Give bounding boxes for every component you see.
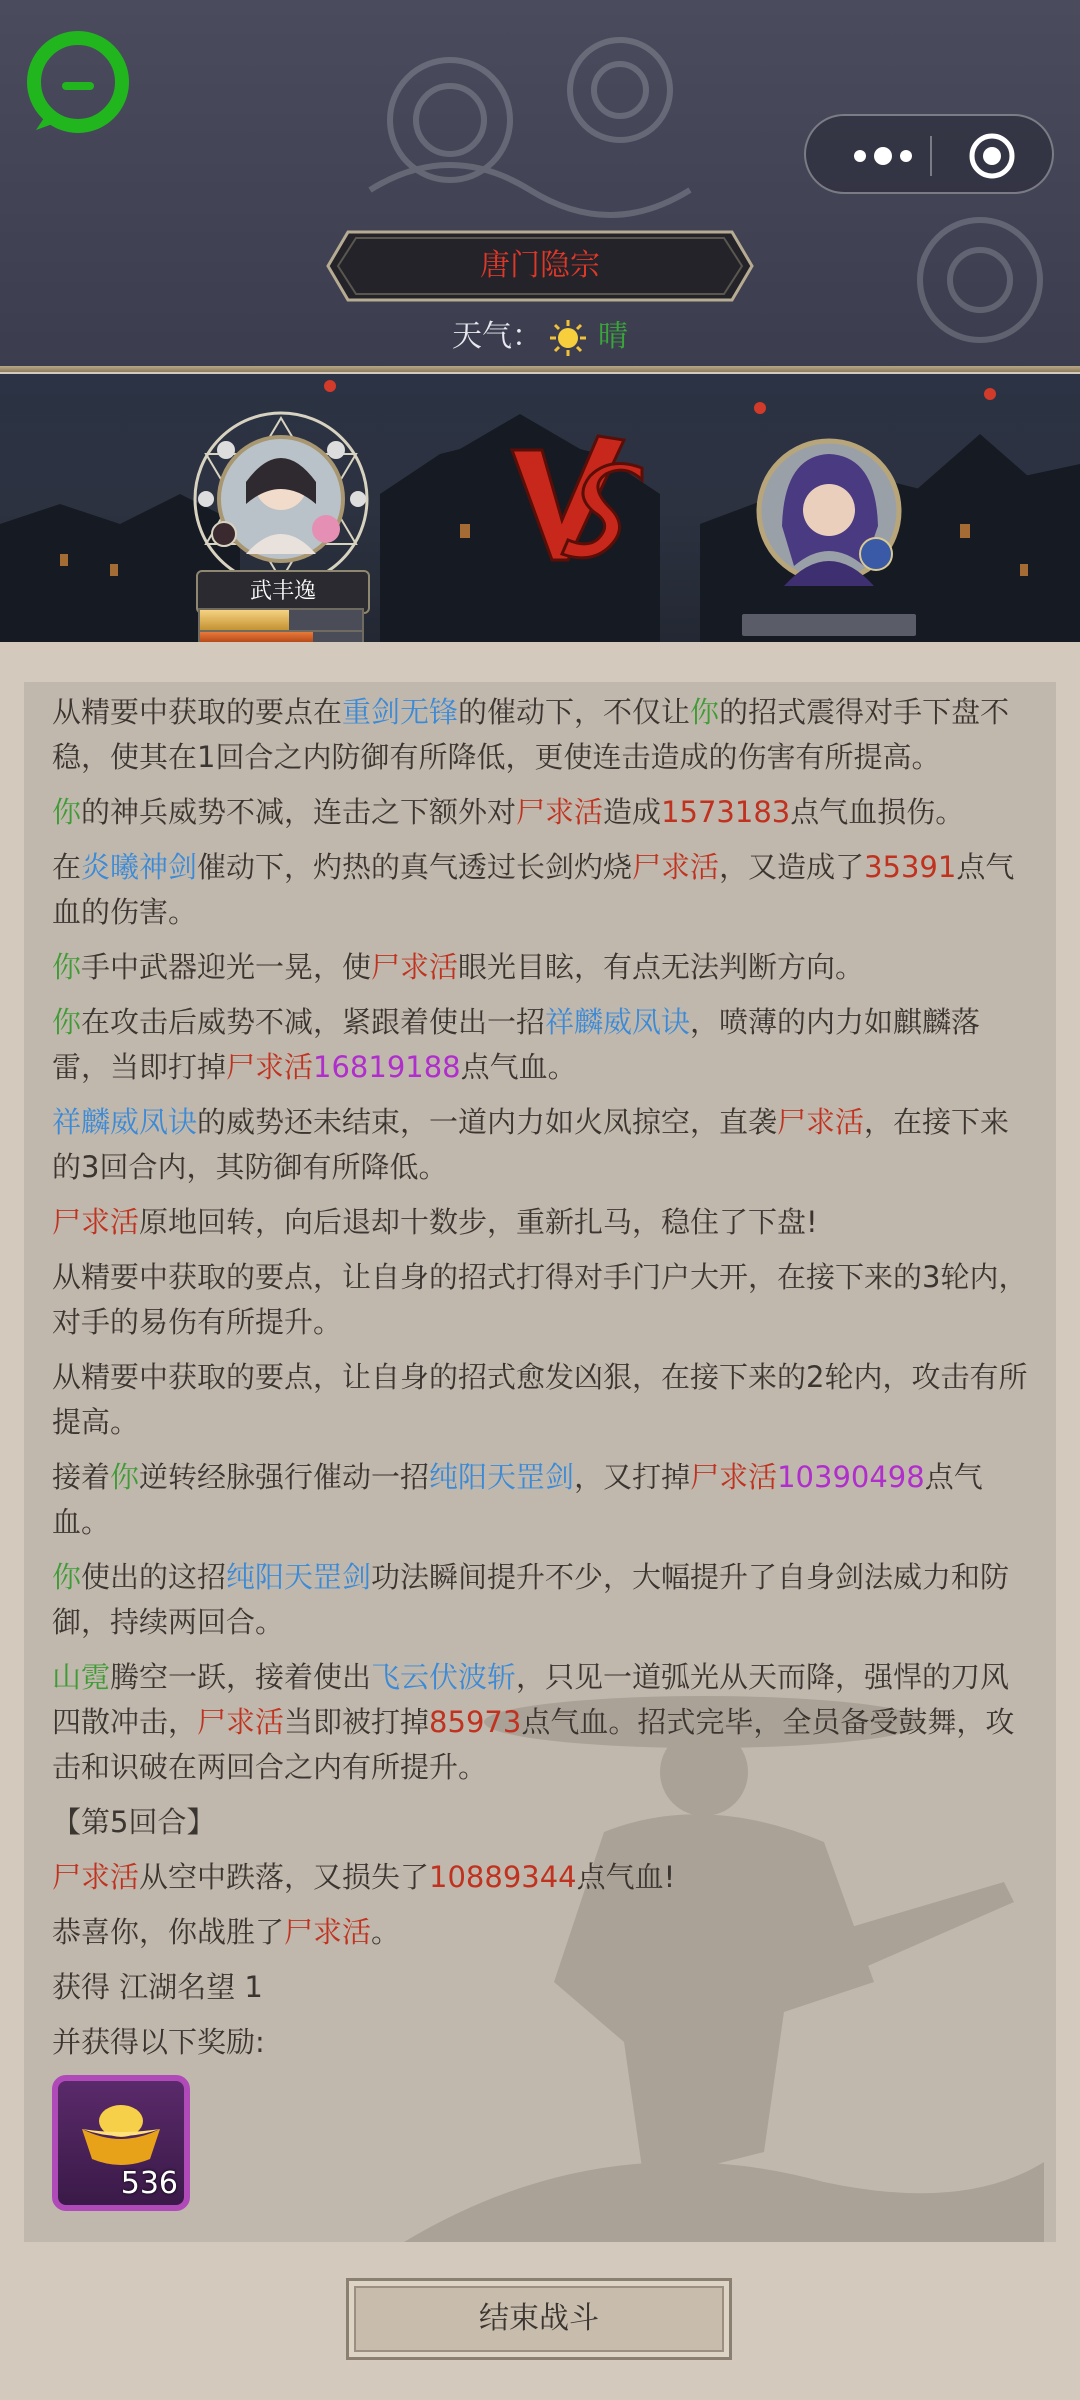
log-line (52, 1855, 1028, 1900)
log-text: 。 (371, 1915, 401, 1949)
log-self-name: 你 (52, 1560, 82, 1594)
log-text: 的催动下，不仅让 (458, 695, 691, 729)
log-skill-name: 祥麟威凤诀 (545, 1005, 691, 1039)
enemy-hp-bar (742, 614, 916, 636)
log-skill-name: 纯阳天罡剑 (429, 1460, 575, 1494)
log-enemy-or-damage: 尸求活 (52, 1860, 140, 1894)
log-text: 在攻击后威势不减，紧跟着使出一招 (81, 1005, 546, 1039)
log-line (52, 690, 1028, 780)
player-name: 武丰逸 (196, 570, 370, 614)
log-text: 在 (52, 850, 82, 884)
gold-ingot-reward[interactable] (52, 2075, 190, 2211)
log-enemy-or-damage: 尸求活 (690, 1460, 778, 1494)
battle-scene (0, 374, 1080, 642)
battle-log (24, 682, 1056, 2242)
end-battle-button[interactable]: 结束战斗 (346, 2278, 732, 2360)
log-text: ，又打掉 (574, 1460, 691, 1494)
weather-label: 天气： (452, 319, 542, 354)
log-text: 点气血。 (52, 1460, 983, 1539)
log-line (52, 790, 1028, 835)
log-enemy-or-damage: 尸求活 (197, 1705, 285, 1739)
log-skill-name: 纯阳天罡剑 (226, 1560, 372, 1594)
log-text: 点气血。 (460, 1050, 577, 1084)
log-text: 逆转经脉强行催动一招 (139, 1460, 430, 1494)
log-enemy-or-damage: 尸求活 (226, 1050, 314, 1084)
log-text: 催动下，灼热的真气透过长剑灼烧 (197, 850, 633, 884)
log-line (52, 1200, 1028, 1245)
log-text: 点气血! (576, 1860, 676, 1894)
log-text: 点气血的伤害。 (52, 850, 1015, 929)
log-enemy-or-damage: 10889344 (429, 1860, 577, 1894)
location-banner (326, 230, 754, 302)
log-self-name: 你 (52, 795, 82, 829)
log-self-name: 你 (110, 1460, 140, 1494)
log-self-name: 山霓 (52, 1660, 111, 1694)
log-text: 【第5回合】 (52, 1805, 216, 1839)
log-line (52, 945, 1028, 990)
log-skill-name: 祥麟威凤诀 (52, 1105, 198, 1139)
close-miniapp-icon[interactable] (966, 130, 1018, 182)
player-hp-fill (200, 610, 289, 630)
log-text: 眼光目眩，有点无法判断方向。 (458, 950, 865, 984)
player-mp-bar (198, 630, 364, 642)
log-line (52, 845, 1028, 935)
location-name: 唐门隐宗 (480, 248, 600, 283)
top-header (0, 0, 1080, 372)
log-enemy-or-damage: 尸求活 (371, 950, 459, 984)
log-self-name: 你 (52, 950, 82, 984)
log-text: 接着 (52, 1460, 111, 1494)
log-line (52, 1255, 1028, 1345)
header-divider (0, 366, 1080, 372)
log-critical-damage: 16819188 (313, 1050, 461, 1084)
weather-row (0, 312, 1080, 362)
log-enemy-or-damage: 尸求活 (516, 795, 604, 829)
log-text: 点气血。招式完毕，全员备受鼓舞，攻击和识破在两回合之内有所提升。 (52, 1705, 1015, 1784)
player-mp-fill (200, 632, 313, 642)
fame-reward: 获得 江湖名望 1 (52, 1970, 263, 2004)
log-line (52, 1355, 1028, 1445)
more-options-icon[interactable] (840, 138, 926, 174)
log-line (52, 1655, 1028, 1790)
log-text: 从精要中获取的要点，让自身的招式打得对手门户大开，在接下来的3轮内，对手的易伤有所提升。 (52, 1260, 1028, 1339)
log-skill-name: 炎曦神剑 (81, 850, 198, 884)
log-enemy-or-damage: 1573183 (661, 795, 791, 829)
log-text: 腾空一跃，接着使出 (110, 1660, 372, 1694)
sun-icon (548, 318, 588, 358)
item-count: 536 (120, 2166, 178, 2201)
log-text: 原地回转，向后退却十数步，重新扎马，稳住了下盘! (139, 1205, 818, 1239)
reward-intro: 并获得以下奖励: (52, 2025, 265, 2059)
log-self-name: 你 (690, 695, 720, 729)
vs-emblem (506, 430, 646, 580)
log-critical-damage: 10390498 (777, 1460, 925, 1494)
log-text: 点气血损伤。 (790, 795, 965, 829)
log-text: 从空中跌落，又损失了 (139, 1860, 430, 1894)
log-line (52, 1455, 1028, 1545)
log-skill-name: 飞云伏波斩 (371, 1660, 517, 1694)
log-line (52, 1800, 1028, 1845)
log-line (52, 1100, 1028, 1190)
log-enemy-or-damage: 尸求活 (284, 1915, 372, 1949)
capsule-divider (930, 136, 932, 176)
log-line (52, 1000, 1028, 1090)
log-skill-name: 重剑无锋 (342, 695, 459, 729)
player-hp-bar (198, 608, 364, 632)
log-text: ，在接下来的3回合内，其防御有所降低。 (52, 1105, 1010, 1184)
miniapp-capsule (804, 114, 1054, 194)
log-text: 功法瞬间提升不少，大幅提升了自身剑法威力和防御，持续两回合。 (52, 1560, 1010, 1639)
log-enemy-or-damage: 尸求活 (52, 1205, 140, 1239)
log-text: ，又造成了 (719, 850, 865, 884)
chat-logo-icon[interactable] (26, 30, 130, 134)
log-text: 恭喜你，你战胜了 (52, 1915, 285, 1949)
cloud-pattern-decoration (360, 20, 740, 220)
log-enemy-or-damage: 尸求活 (632, 850, 720, 884)
log-text: 的威势还未结束，一道内力如火凤掠空，直袭 (197, 1105, 778, 1139)
log-text: 手中武器迎光一晃，使 (81, 950, 372, 984)
log-line (52, 1910, 1028, 1955)
log-text: 造成 (603, 795, 662, 829)
log-self-name: 你 (52, 1005, 82, 1039)
log-line (52, 1555, 1028, 1645)
weather-value: 晴 (598, 319, 628, 354)
log-text: 从精要中获取的要点在 (52, 695, 343, 729)
log-enemy-or-damage: 85973 (429, 1705, 522, 1739)
log-text: 的神兵威势不减，连击之下额外对 (81, 795, 517, 829)
player-avatar[interactable] (186, 404, 376, 594)
log-text: 的招式震得对手下盘不稳，使其在1回合之内防御有所降低，更使连击造成的伤害有所提高。 (52, 695, 1010, 774)
log-text: ，只见一道弧光从天而降，强悍的刀风四散冲击， (52, 1660, 1010, 1739)
gold-ingot-icon (78, 2099, 164, 2169)
log-text: ，喷薄的内力如麒麟落雷，当即打掉 (52, 1005, 981, 1084)
log-text: 从精要中获取的要点，让自身的招式愈发凶狠，在接下来的2轮内，攻击有所提高。 (52, 1360, 1028, 1439)
log-text: 当即被打掉 (284, 1705, 430, 1739)
log-text: 使出的这招 (81, 1560, 227, 1594)
log-paragraphs (52, 690, 1028, 1955)
log-enemy-or-damage: 尸求活 (777, 1105, 865, 1139)
log-enemy-or-damage: 35391 (864, 850, 957, 884)
enemy-avatar[interactable] (754, 436, 904, 586)
